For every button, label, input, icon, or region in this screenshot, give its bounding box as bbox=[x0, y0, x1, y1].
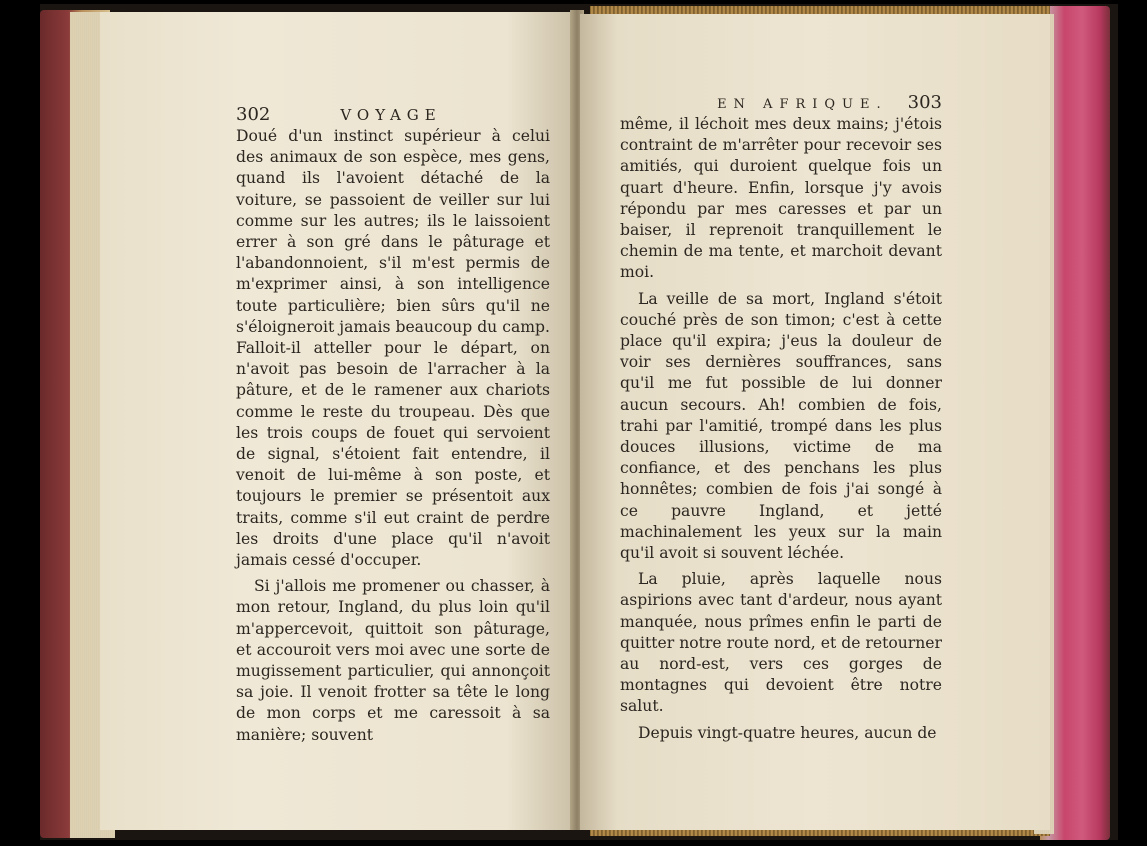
right-page-text bbox=[620, 114, 942, 744]
right-page-header bbox=[620, 92, 942, 114]
right-page-number: 303 bbox=[907, 92, 942, 113]
right-page bbox=[580, 14, 1050, 830]
paragraph: Si j'allois me promener ou chasser, à mon retour, Ingland, du plus loin qu'il m'appercevoit, quittoit son pâturage, et accouroit vers moi avec une sorte de mugissement particulier, qui annonçoit sa joie. Il venoit frotter sa tête le long de mon corps et me caressoit à sa manière; souvent bbox=[236, 577, 550, 744]
right-running-title: EN AFRIQUE. bbox=[717, 97, 888, 112]
paragraph: même, il léchoit mes deux mains; j'étois contraint de m'arrêter pour recevoir ses amitiés, qui duroient quelque fois un quart d'heure. Enfin, lorsque j'y avois répondu par mes caresses et par un baiser, il reprenoit tranquillement le chemin de ma tente, et marchoit devant moi. bbox=[620, 115, 942, 282]
paragraph: La veille de sa mort, Ingland s'étoit couché près de son timon; c'est à cette place qu'il expira; j'eus la douleur de voir ses dernières souffrances, sans qu'il me fut possible de lui donner aucun secours. Ah! combien de fois, trahi par l'amitié, trompé dans les plus douces illusions, victime de ma confiance, et des penchans les plus honnêtes; combien de fois j'ai songé à ce pauvre Ingland, et jetté machinalement les yeux sur la main qu'il avoit si souvent léchée. bbox=[620, 289, 942, 563]
left-page bbox=[100, 12, 578, 830]
paragraph: La pluie, après laquelle nous aspirions avec tant d'ardeur, nous ayant manquée, nous prîmes enfin le parti de quitter notre route nord, et de retourner au nord-est, vers ces gorges de montagnes qui devoient être notre salut. bbox=[620, 570, 942, 716]
paragraph: Doué d'un instinct supérieur à celui des animaux de son espèce, mes gens, quand ils l'avoient détaché de la voiture, se passoient de veiller sur lui comme sur les autres; ils le laissoient errer à son gré dans le pâturage et l'abandonnoient, s'il m'est permis de m'exprimer ainsi, à son intelligence toute particulière; bien sûrs qu'il ne s'éloigneroit jamais beaucoup du camp. Falloit-il atteller pour le départ, on n'avoit pas besoin de l'arracher à la pâture, et de le ramener aux chariots comme le reste du troupeau. Dès que les trois coups de fouet qui servoient de signal, s'étoient fait entendre, il venoit de lui-même à son poste, et toujours le premier se présentoit aux traits, comme s'il eut craint de perdre les droits d'une place qu'il n'avoit jamais cessé d'occuper. bbox=[236, 127, 550, 570]
left-page-header bbox=[236, 104, 550, 126]
left-page-number: 302 bbox=[236, 104, 271, 125]
left-running-title: VOYAGE bbox=[340, 106, 442, 124]
paragraph: Depuis vingt-quatre heures, aucun de bbox=[638, 723, 937, 742]
left-page-text bbox=[236, 126, 550, 746]
